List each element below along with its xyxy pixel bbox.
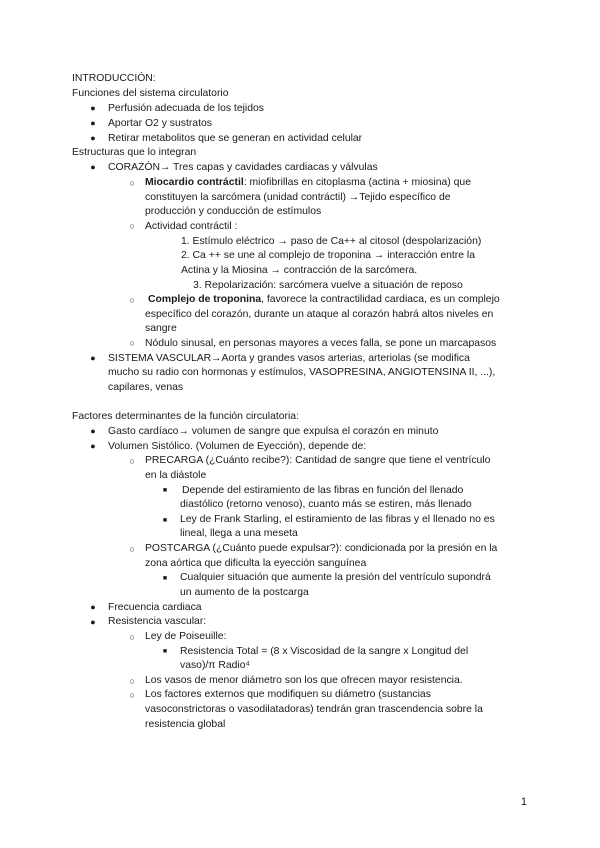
circle-bullet-icon: ○ — [129, 690, 135, 700]
bullet-icon: ● — [90, 441, 96, 451]
troponina-item — [148, 293, 500, 306]
gasto-item: Gasto cardíaco→ volumen de sangre que expulsa el corazón en minuto — [108, 426, 439, 437]
precarga-item: PRECARGA (¿Cuánto recibe?): Cantidad de sangre que tiene el ventrículo — [145, 455, 491, 466]
vascular-line: capilares, venas — [108, 382, 184, 393]
step-item: 1. Estímulo eléctrico → paso de Ca++ al citosol (despolarización) — [181, 236, 482, 247]
miocardio-line: producción y conducción de estímulos — [145, 206, 322, 217]
circle-bullet-icon: ○ — [129, 456, 135, 466]
function-item: Retirar metabolitos que se generan en actividad celular — [108, 133, 363, 144]
formula-item: Resistencia Total = (8 x Viscosidad de la sangre x Longitud del — [180, 646, 469, 657]
postcarga-line: zona aórtica que dificulta la eyección sanguínea — [145, 558, 367, 569]
structures-heading: Estructuras que lo integran — [72, 147, 197, 158]
precarga-subline: lineal, llega a una meseta — [180, 528, 298, 539]
postcarga-subitem: Cualquier situación que aumente la presión del ventrículo supondrá — [180, 572, 491, 583]
step-item: 3. Repolarización: sarcómera vuelve a situación de reposo — [193, 280, 463, 291]
circle-bullet-icon: ○ — [129, 632, 135, 642]
troponina-term: Complejo de troponina — [148, 294, 262, 305]
bullet-icon: ● — [90, 602, 96, 612]
miocardio-line: constituyen la sarcómera (unidad contráctil) →Tejido específico de — [145, 192, 451, 203]
circle-bullet-icon: ○ — [129, 544, 135, 554]
actividad-item: Actividad contráctil : — [145, 221, 238, 232]
precarga-subitem: Depende del estiramiento de las fibras en función del llenado — [182, 485, 464, 496]
externos-line: vasoconstrictoras o vasodilatadoras) tendrán gran trascendencia sobre la — [145, 704, 483, 715]
step-line: Actina y la Miosina → contracción de la sarcómera. — [181, 265, 418, 276]
vascular-line: mucho su radio con hormonas y estímulos, VASOPRESINA, ANGIOTENSINA II, ...), — [108, 367, 496, 378]
externos-line: resistencia global — [145, 719, 226, 730]
circle-bullet-icon: ○ — [129, 338, 135, 348]
step-item: 2. Ca ++ se une al complejo de troponina → interacción entre la — [181, 250, 476, 261]
troponina-desc: , favorece la contractilidad cardiaca, es un complejo — [261, 294, 500, 305]
precarga-subline: diastólico (retorno venoso), cuanto más se estiren, más llenado — [180, 499, 472, 510]
miocardio-item — [145, 176, 471, 189]
vascular-item: SISTEMA VASCULAR→Aorta y grandes vasos arterias, arteriolas (se modifica — [108, 353, 470, 364]
bullet-icon: ● — [90, 133, 96, 143]
postcarga-subline: un aumento de la postcarga — [180, 587, 309, 598]
poiseuille-item: Ley de Poiseuille: — [145, 631, 227, 642]
square-bullet-icon: ■ — [162, 648, 168, 655]
circle-bullet-icon: ○ — [129, 676, 135, 686]
circle-bullet-icon: ○ — [129, 178, 135, 188]
square-bullet-icon: ■ — [162, 517, 168, 524]
bullet-icon: ● — [90, 353, 96, 363]
square-bullet-icon: ■ — [162, 575, 168, 582]
formula-line: vaso)/π Radio⁴ — [180, 660, 250, 671]
postcarga-item: POSTCARGA (¿Cuánto puede expulsar?): condicionada por la presión en la — [145, 543, 498, 554]
nodulo-item: Nódulo sinusal, en personas mayores a veces falla, se pone un marcapasos — [145, 338, 497, 349]
bullet-icon: ● — [90, 162, 96, 172]
precarga-subitem: Ley de Frank Starling, el estiramiento de las fibras y el llenado no es — [180, 514, 495, 525]
troponina-line: sangre — [145, 323, 177, 334]
externos-item: Los factores externos que modifiquen su diámetro (sustancias — [145, 689, 431, 700]
miocardio-desc: : miofibrillas en citoplasma (actina + miosina) que — [243, 177, 471, 188]
frecuencia-item: Frecuencia cardiaca — [108, 602, 202, 613]
corazon-item: CORAZÓN→ Tres capas y cavidades cardiacas y válvulas — [108, 162, 378, 173]
troponina-line: específico del corazón, durante un ataque al corazón habrá altos niveles en — [145, 309, 494, 320]
square-bullet-icon: ■ — [162, 487, 168, 494]
bullet-icon: ● — [90, 118, 96, 128]
bullet-icon: ● — [90, 617, 96, 627]
bullet-icon: ● — [90, 426, 96, 436]
functions-heading: Funciones del sistema circulatorio — [72, 88, 229, 99]
circle-bullet-icon: ○ — [129, 295, 135, 305]
circle-bullet-icon: ○ — [129, 221, 135, 231]
precarga-line: en la diástole — [145, 470, 207, 481]
volumen-item: Volumen Sistólico. (Volumen de Eyección), depende de: — [108, 441, 367, 452]
bullet-icon: ● — [90, 103, 96, 113]
vasos-item: Los vasos de menor diámetro son los que ofrecen mayor resistencia. — [145, 675, 463, 686]
function-item: Aportar O2 y sustratos — [108, 118, 212, 129]
page-number: 1 — [520, 796, 527, 808]
miocardio-term: Miocardio contráctil — [145, 177, 244, 188]
resistencia-item: Resistencia vascular: — [108, 616, 207, 627]
factores-heading: Factores determinantes de la función circulatoria: — [72, 411, 299, 422]
function-item: Perfusión adecuada de los tejidos — [108, 103, 264, 114]
intro-title: INTRODUCCIÓN: — [72, 73, 156, 84]
